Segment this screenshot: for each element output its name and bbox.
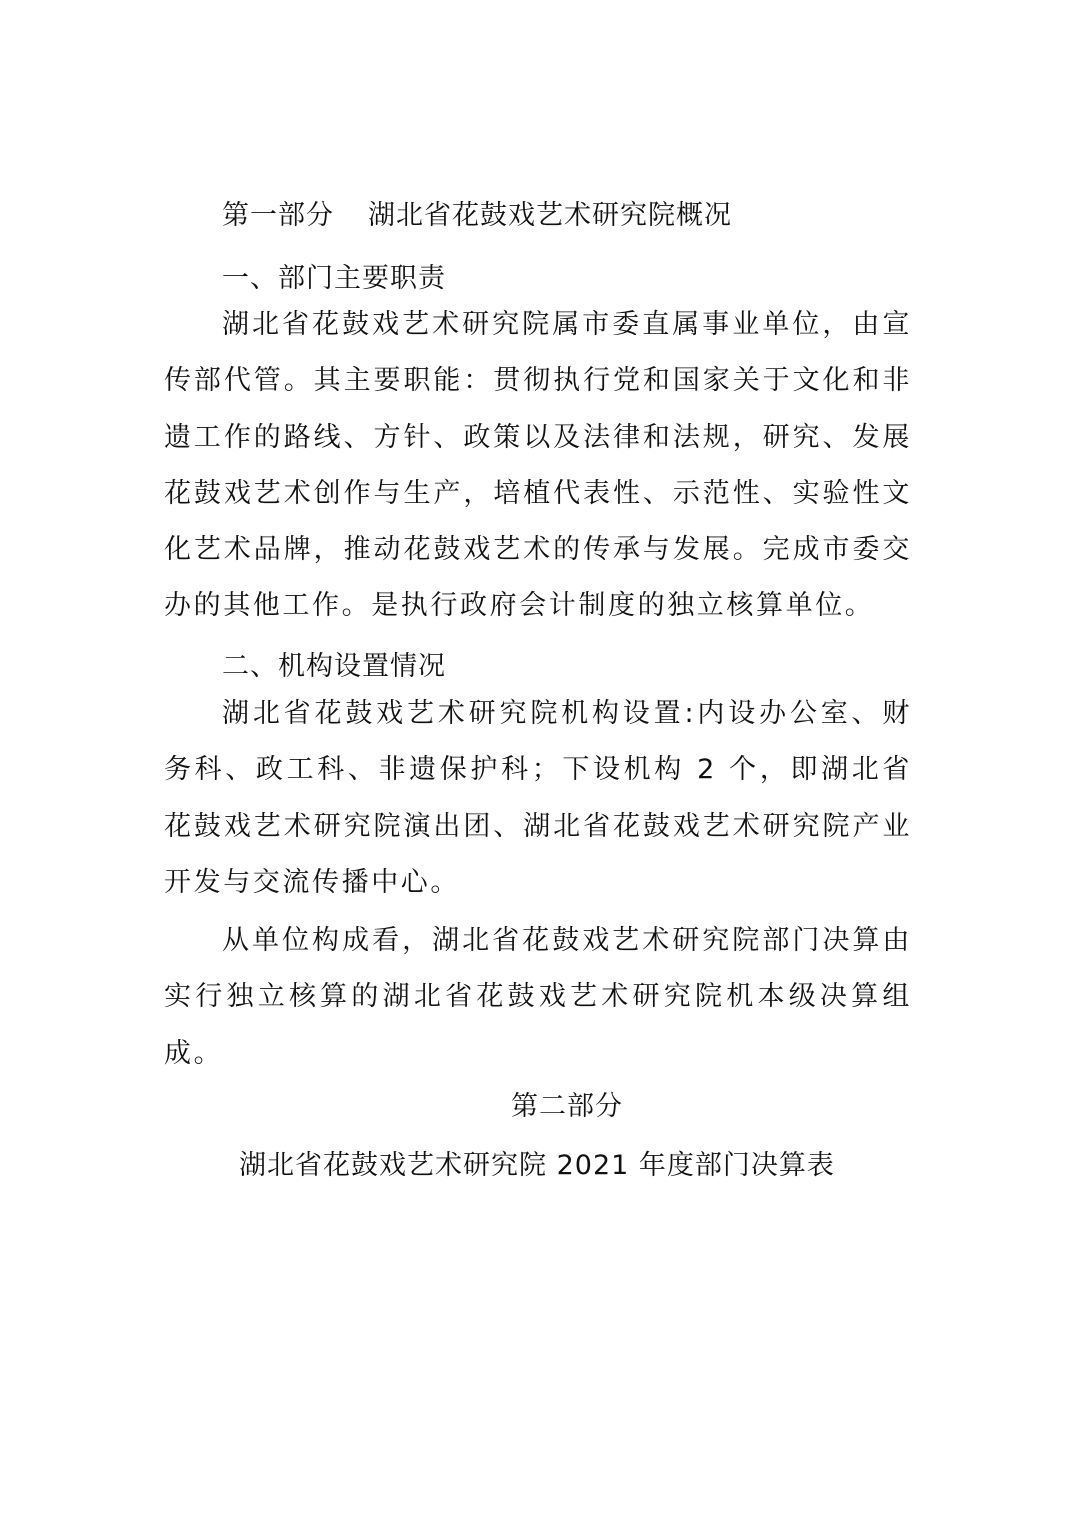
- section2-heading: 二、机构设置情况: [222, 651, 446, 682]
- section2-paragraph: 湖北省花鼓戏艺术研究院机构设置:内设办公室、财务科、政工科、非遗保护科；下设机构 2 个，即湖北省花鼓戏艺术研究院演出团、湖北省花鼓戏艺术研究院产业开发与交流传播中心。: [164, 698, 912, 898]
- part2-label: 第二部分: [511, 1091, 623, 1122]
- part1-title: 湖北省花鼓戏艺术研究院概况: [368, 200, 732, 231]
- part2-title: 湖北省花鼓戏艺术研究院 2021 年度部门决算表: [239, 1150, 835, 1181]
- part1-label: 第一部分: [222, 200, 334, 231]
- section1-heading: 一、部门主要职责: [222, 263, 446, 294]
- composition-paragraph: 从单位构成看，湖北省花鼓戏艺术研究院部门决算由实行独立核算的湖北省花鼓戏艺术研究院机本级决算组成。: [164, 925, 912, 1069]
- part1-heading: [222, 198, 732, 234]
- section1-paragraph: 湖北省花鼓戏艺术研究院属市委直属事业单位，由宣传部代管。其主要职能：贯彻执行党和国家关于文化和非遗工作的路线、方针、政策以及法律和法规，研究、发展花鼓戏艺术创作与生产，培植代表性、示范性、实验性文化艺术品牌，推动花鼓戏艺术的传承与发展。完成市委交办的其他工作。是执行政府会计制度的独立核算单位。: [164, 309, 912, 622]
